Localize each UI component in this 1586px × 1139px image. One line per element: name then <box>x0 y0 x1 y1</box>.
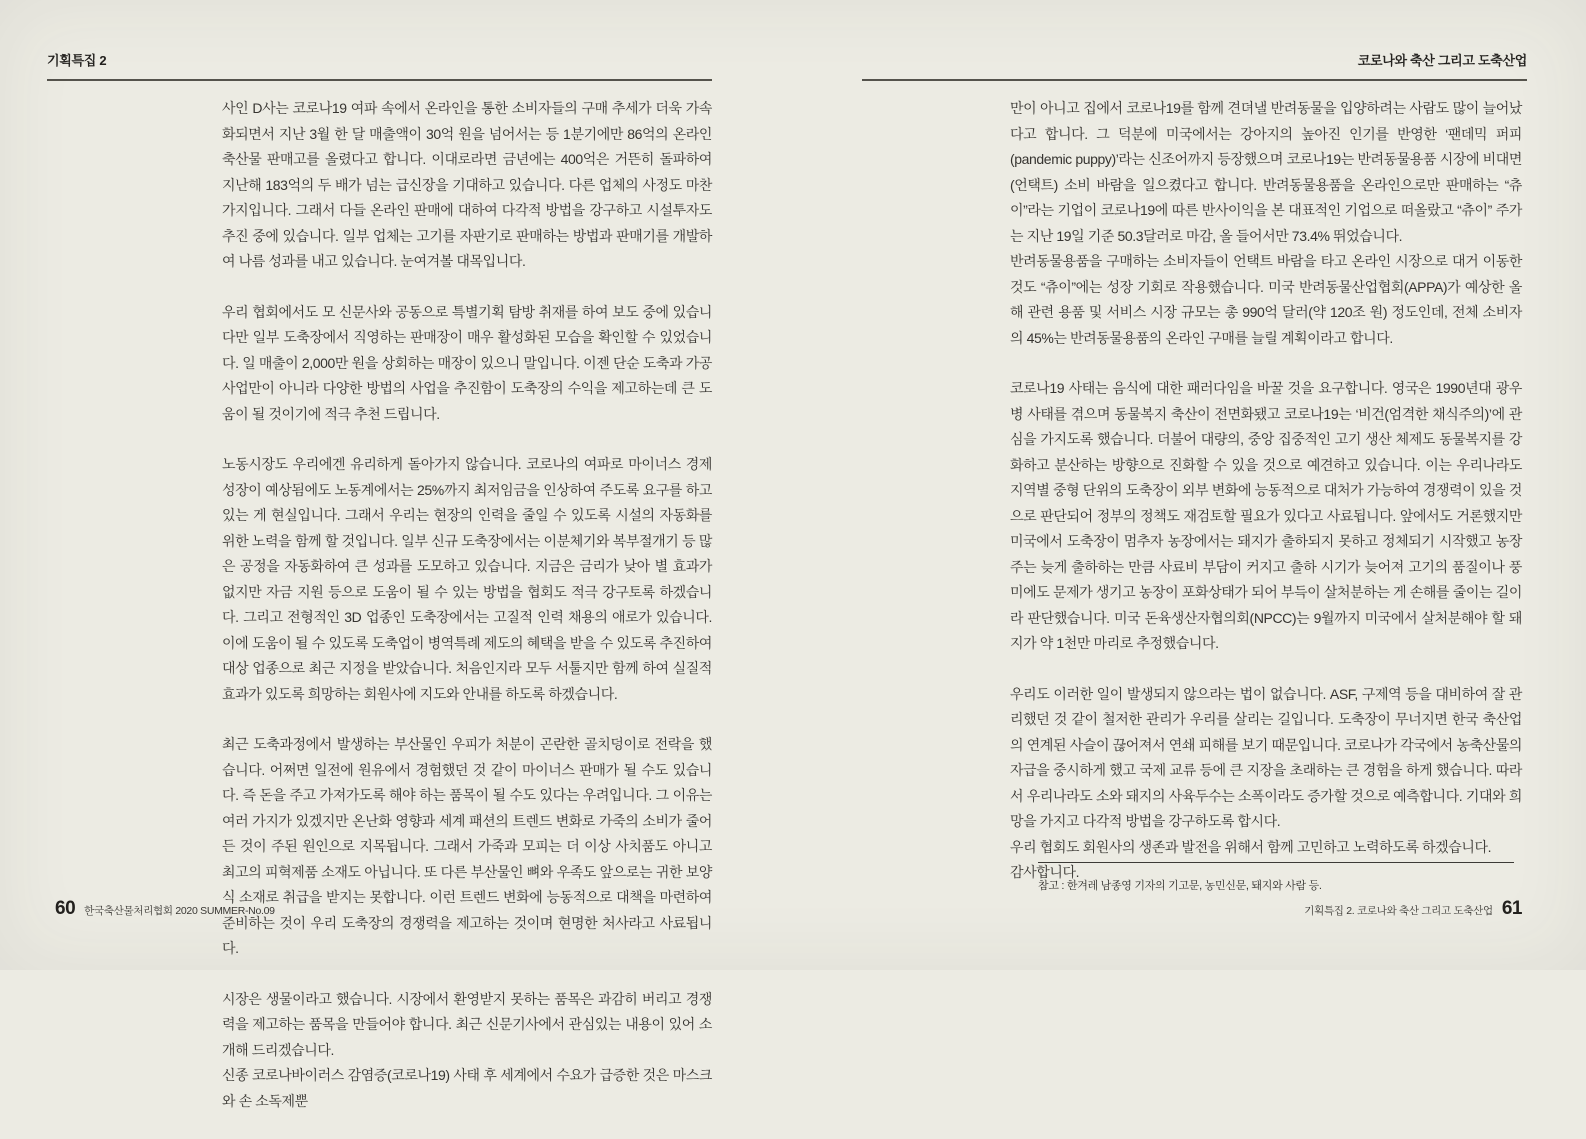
article-title: 코로나와 축산 그리고 도축산업 <box>1357 53 1527 68</box>
footnote-rule <box>1038 862 1514 863</box>
paragraph <box>1010 682 1522 886</box>
paragraph <box>222 987 712 1115</box>
paragraph-text: 신종 코로나바이러스 감염증(코로나19) 사태 후 세계에서 수요가 급증한 것은 마스크와 손 소독제뿐 <box>222 1067 712 1109</box>
paragraph <box>222 452 712 707</box>
paragraph-text: 최근 도축과정에서 발생하는 부산물인 우피가 처분이 곤란한 골치덩이로 전락을 했습니다. 어쩌면 일전에 원유에서 경험했던 것 같이 마이너스 판매가 될 수도 있습니다. 즉 돈을 주고 가져가도록 해야 하는 품목이 될 수도 있다는 우려입니다. 그 이유는 여러 가지가 있겠지만 온난화 영향과 세계 패션의 트렌드 변화로 가죽의 소비가 줄어든 것이 주된 원인으로 지목됩니다. 그래서 가죽과 모피는 더 이상 사치품도 아니고 최고의 피혁제품 소재도 아닙니다. 또 다른 부산물인 뼈와 우족도 앞으로는 귀한 보양식 소재로 취급을 받지는 못합니다. 이런 트렌드 변화에 능동적으로 대책을 마련하여 준비하는 것이 우리 도축장의 경쟁력을 제고하는 것이며 현명한 처사라고 사료됩니다. <box>222 736 712 956</box>
paragraph-text: 코로나19 사태는 음식에 대한 패러다임을 바꿀 것을 요구합니다. 영국은 1990년대 광우병 사태를 겪으며 동물복지 축산이 전면화됐고 코로나19는 ‘비건(엄격한 채식주의)’에 관심을 가지도록 했습니다. 더불어 대량의, 중앙 집중적인 고기 생산 체제도 동물복지를 강화하고 분산하는 방향으로 진화할 수 있을 것으로 예견하고 있습니다. 이는 우리나라도 지역별 중형 단위의 도축장이 외부 변화에 능동적으로 대처가 가능하여 경쟁력이 있을 것으로 판단되어 정부의 정책도 재검토할 필요가 있다고 사료됩니다. 앞에서도 거론했지만 미국에서 도축장이 멈추자 농장에서는 돼지가 출하되지 못하고 정체되기 시작했고 농장주는 늦게 출하하는 만큼 사료비 부담이 커지고 출하 시기가 늦어져 고기의 품질이나 풍미에도 문제가 생기고 농장이 포화상태가 되어 부득이 살처분하는 게 손해를 줄이는 길이라 판단했습니다. 미국 돈육생산자협의회(NPCC)는 9월까지 미국에서 살처분해야 할 돼지가 약 1천만 마리로 추정했습니다. <box>1010 380 1522 651</box>
section-label: 기획특집 2 <box>47 53 107 68</box>
paragraph-text: 우리 협회도 회원사의 생존과 발전을 위해서 함께 고민하고 노력하도록 하겠습니다. <box>1010 838 1492 855</box>
paragraph-text: 우리도 이러한 일이 발생되지 않으라는 법이 없습니다. ASF, 구제역 등을 대비하여 잘 관리했던 것 같이 철저한 관리가 우리를 살리는 길입니다. 도축장이 무너지면 한국 축산업의 연계된 사슬이 끊어져서 연쇄 피해를 보기 때문입니다. 코로나가 각국에서 농축산물의 자급을 중시하게 했고 국제 교류 등에 큰 지장을 초래하는 큰 경험을 하게 했습니다. 따라서 우리나라도 소와 돼지의 사육두수는 소폭이라도 증가할 것으로 예측합니다. 기대와 희망을 가지고 다각적 방법을 강구하도록 합시다. <box>1010 685 1522 829</box>
paragraph <box>1010 96 1522 351</box>
page-number: 61 <box>1501 898 1522 919</box>
paragraph-text: 반려동물용품을 구매하는 소비자들이 언택트 바람을 타고 온라인 시장으로 대거 이동한 것도 “츄이”에는 성장 기회로 작용했습니다. 미국 반려동물산업협회(APPA)가 예상한 올해 관련 용품 및 서비스 시장 규모는 총 990억 달러(약 120조 원) 정도인데, 전체 소비자의 45%는 반려동물용품의 온라인 구매를 늘릴 계획이라고 합니다. <box>1010 253 1522 346</box>
footer-article-info: 기획특집 2. 코로나와 축산 그리고 도축산업 <box>1304 905 1493 917</box>
paragraph-text: 사인 D사는 코로나19 여파 속에서 온라인을 통한 소비자들의 구매 추세가 더욱 가속화되면서 지난 3월 한 달 매출액이 30억 원을 넘어서는 등 1분기에만 86억의 온라인 축산물 판매고를 올렸다고 합니다. 이대로라면 금년에는 400억은 거뜬히 돌파하여 지난해 183억의 두 배가 넘는 급신장을 기대하고 있습니다. 다른 업체의 사정도 마찬가지입니다. 그래서 다들 온라인 판매에 대하여 다각적 방법을 강구하고 시설투자도 추진 중에 있습니다. 일부 업체는 고기를 자판기로 판매하는 방법과 판매기를 개발하여 나름 성과를 내고 있습니다. 눈여겨볼 대목입니다. <box>222 100 712 269</box>
paragraph <box>222 732 712 962</box>
paragraph <box>222 300 712 428</box>
paragraph-text: 우리 협회에서도 모 신문사와 공동으로 특별기획 탐방 취재를 하여 보도 중에 있습니다만 일부 도축장에서 직영하는 판매장이 매우 활성화된 모습을 확인할 수 있었습니다. 일 매출이 2,000만 원을 상회하는 매장이 있으니 말입니다. 이젠 단순 도축과 가공사업만이 아니라 다양한 방법의 사업을 추진함이 도축장의 수익을 제고하는데 큰 도움이 될 것이기에 적극 추천 드립니다. <box>222 303 712 422</box>
header-rule <box>862 79 1527 81</box>
paragraph <box>222 96 712 275</box>
paragraph <box>1010 376 1522 657</box>
paragraph-text: 노동시장도 우리에겐 유리하게 돌아가지 않습니다. 코로나의 여파로 마이너스 경제 성장이 예상됨에도 노동계에서는 25%까지 최저임금을 인상하여 주도록 요구를 하고 있는 게 현실입니다. 그래서 우리는 현장의 인력을 줄일 수 있도록 시설의 자동화를 위한 노력을 함께 할 것입니다. 일부 신규 도축장에서는 이분체기와 복부절개기 등 많은 공정을 자동화하여 큰 성과를 도모하고 있습니다. 지금은 금리가 낮아 별 효과가 없지만 자금 지원 등으로 도움이 될 수 있는 방법을 협회도 적극 강구토록 하겠습니다. 그리고 전형적인 3D 업종인 도축장에서는 고질적 인력 채용의 애로가 있습니다. 이에 도움이 될 수 있도록 도축업이 병역특례 제도의 혜택을 받을 수 있도록 추진하여 대상 업종으로 최근 지정을 받았습니다. 처음인지라 모두 서툴지만 함께 하여 실질적 효과가 있도록 희망하는 회원사에 지도와 안내를 하도록 하겠습니다. <box>222 456 712 702</box>
footer-journal-info: 한국축산물처리협회 2020 SUMMER-No.09 <box>84 905 275 917</box>
paragraph-text: 감사합니다. <box>1010 864 1080 880</box>
header-rule <box>47 79 712 81</box>
paragraph-text: 만이 아니고 집에서 코로나19를 함께 견뎌낼 반려동물을 입양하려는 사람도 많이 늘어났다고 합니다. 그 덕분에 미국에서는 강아지의 높아진 인기를 반영한 ‘팬데믹 퍼피(pandemic puppy)’라는 신조어까지 등장했으며 코로나19는 반려동물용품 시장에 비대면(언택트) 소비 바람을 일으켰다고 합니다. 반려동물용품을 온라인으로만 판매하는 “츄이”라는 기업이 코로나19에 따른 반사이익을 본 대표적인 기업으로 떠올랐고 “츄이” 주가는 지난 19일 기준 50.3달러로 마감, 올 들어서만 73.4% 뛰었습니다. <box>1010 100 1522 244</box>
page-footer-right <box>1304 898 1522 920</box>
page-number: 60 <box>55 898 76 919</box>
page-left <box>0 0 793 1109</box>
article-body-right <box>1010 96 1522 911</box>
page-footer-left <box>55 898 275 920</box>
footnote-text: 참고 : 한겨레 남종영 기자의 기고문, 농민신문, 돼지와 사람 등. <box>1038 880 1322 892</box>
page-header-right <box>862 50 1527 81</box>
paragraph-text: 시장은 생물이라고 했습니다. 시장에서 환영받지 못하는 품목은 과감히 버리고 경쟁력을 제고하는 품목을 만들어야 합니다. 최근 신문기사에서 관심있는 내용이 있어 소개해 드리겠습니다. <box>222 990 712 1058</box>
page-header-left <box>47 50 712 81</box>
article-body-left <box>222 96 712 1139</box>
page-right <box>793 0 1586 970</box>
footnote <box>1038 862 1514 893</box>
